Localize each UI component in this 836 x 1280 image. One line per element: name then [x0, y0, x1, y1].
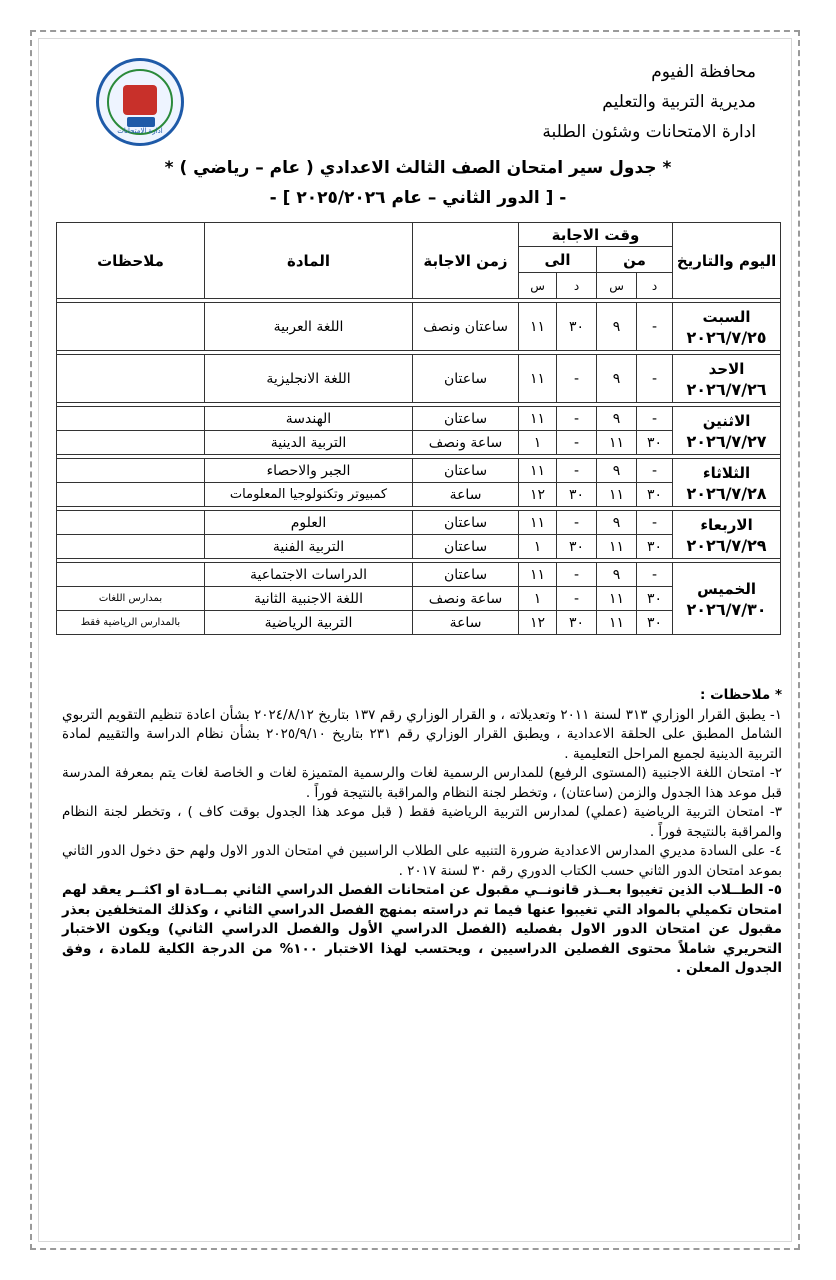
day-cell: الخميس ٢٠٢٦/٧/٣٠	[673, 563, 781, 635]
from-minute: -	[637, 459, 673, 483]
header-to-minute: د	[557, 273, 597, 299]
note-item-1: ١- يطبق القرار الوزاري ٣١٣ لسنة ٢٠١١ وتعديلاته ، و القرار الوزاري رقم ١٣٧ بتاريخ ٢٠٢٤/٨/١٢ بشأن اعادة تنظيم التقويم التربوي الشامل المطبق على الحلقة الاعدادية ، ويطبق القرار الوزاري رقم ٢٣١ بتاريخ ٢٠٢٥/٩/١٠ بشأن نظام الدراسة والتقييم لمادة التربية الدينية لجميع المراحل التعليمية .	[62, 706, 783, 762]
note-item-5: ٥- الطــلاب الذين تغيبوا بعــذر قانونــي مقبول عن امتحانات الفصل الدراسي الثاني بمــادة او اكثــر يعقد لهم امتحان تكميلي بالمواد التي تغيبوا عنها فيما تم دراسته بمنهج الفصل الدراسي الثاني ، وكذلك المتخلفين بعذر مقبول عن امتحان الدور الاول بفصليه (الفصل الدراسي الأول والفصل الدراسي الثاني) ويكون الاختبار التحريري شاملاً محتوى الفصلين الدراسيين ، ويحتسب لهذا الاختبار ١٠٠% من الدرجة الكلية للمادة ، وفق الجدول المعلن .	[62, 882, 782, 976]
to-minute: -	[557, 431, 597, 455]
to-minute: ٣٠	[557, 611, 597, 635]
logo-text: ادارة الامتحانات	[117, 127, 163, 135]
directorate-logo	[96, 58, 184, 146]
to-minute: -	[557, 563, 597, 587]
note	[57, 355, 205, 403]
note	[57, 431, 205, 455]
governorate-name: محافظة الفيوم	[651, 62, 756, 82]
duration: ساعة ونصف	[413, 587, 519, 611]
header-from-minute: د	[637, 273, 673, 299]
duration: ساعتان	[413, 459, 519, 483]
from-hour: ١١	[597, 535, 637, 559]
header-to-hour: س	[519, 273, 557, 299]
to-hour: ١٢	[519, 483, 557, 507]
subject: العلوم	[205, 511, 413, 535]
note	[57, 511, 205, 535]
header-answer-time: وقت الاجابة	[519, 223, 673, 247]
to-hour: ١١	[519, 511, 557, 535]
table-row	[57, 483, 781, 507]
subject: التربية الدينية	[205, 431, 413, 455]
subject: الهندسة	[205, 407, 413, 431]
from-minute: -	[637, 407, 673, 431]
from-hour: ٩	[597, 459, 637, 483]
day-cell: الاربعاء ٢٠٢٦/٧/٢٩	[673, 511, 781, 559]
to-hour: ١٢	[519, 611, 557, 635]
page-subtitle: - [ الدور الثاني – عام ٢٠٢٥/٢٠٢٦ ] -	[269, 188, 567, 208]
note: بالمدارس الرياضية فقط	[57, 611, 205, 635]
table-row	[57, 303, 781, 351]
from-minute: ٣٠	[637, 431, 673, 455]
from-hour: ١١	[597, 483, 637, 507]
from-hour: ١١	[597, 587, 637, 611]
subject: التربية الرياضية	[205, 611, 413, 635]
to-minute: ٣٠	[557, 535, 597, 559]
table-row	[57, 511, 781, 535]
header-subject: المادة	[205, 223, 413, 299]
from-hour: ٩	[597, 303, 637, 351]
from-minute: -	[637, 563, 673, 587]
to-hour: ١١	[519, 407, 557, 431]
to-hour: ١	[519, 587, 557, 611]
note-item-2: ٢- امتحان اللغة الاجنبية (المستوى الرفيع) للمدارس الرسمية لغات والرسمية المتميزة لغات و الخاصة لغات يتم بمعرفة المدرسة قبل موعد هذا الجدول والزمن (ساعتان) ، وتخطر لجنة النظام والمراقبة بالنتيجة فوراً .	[62, 765, 782, 801]
from-hour: ٩	[597, 563, 637, 587]
header-to: الى	[519, 247, 597, 273]
table-row	[57, 407, 781, 431]
note	[57, 563, 205, 587]
subject: التربية الفنية	[205, 535, 413, 559]
directorate-name: مديرية التربية والتعليم	[602, 92, 756, 112]
to-hour: ١١	[519, 355, 557, 403]
duration: ساعتان	[413, 511, 519, 535]
subject: الجبر والاحصاء	[205, 459, 413, 483]
duration: ساعة ونصف	[413, 431, 519, 455]
day-cell: الاحد ٢٠٢٦/٧/٢٦	[673, 355, 781, 403]
from-minute: -	[637, 303, 673, 351]
note-item-3: ٣- امتحان التربية الرياضية (عملي) لمدارس التربية الرياضية فقط ( قبل موعد هذا الجدول بوقت كاف ) ، وتخطر لجنة النظام والمراقبة بالنتيجة فوراً .	[62, 804, 782, 840]
header-from: من	[597, 247, 673, 273]
page-title: * جدول سير امتحان الصف الثالث الاعدادي ( عام – رياضي ) *	[164, 158, 672, 178]
notes-section	[62, 686, 782, 979]
logo-emblem	[123, 85, 157, 115]
header-from-hour: س	[597, 273, 637, 299]
table-row	[57, 611, 781, 635]
note	[57, 483, 205, 507]
subject: كمبيوتر وتكنولوجيا المعلومات	[205, 483, 413, 507]
from-minute: -	[637, 511, 673, 535]
to-hour: ١	[519, 431, 557, 455]
header-notes: ملاحظات	[57, 223, 205, 299]
from-hour: ٩	[597, 511, 637, 535]
from-hour: ١١	[597, 431, 637, 455]
table-row	[57, 355, 781, 403]
to-hour: ١١	[519, 303, 557, 351]
to-minute: -	[557, 459, 597, 483]
logo-book-icon	[127, 117, 155, 127]
to-hour: ١١	[519, 459, 557, 483]
subject: الدراسات الاجتماعية	[205, 563, 413, 587]
day-cell: الاثنين ٢٠٢٦/٧/٢٧	[673, 407, 781, 455]
table-row	[57, 459, 781, 483]
table-row	[57, 563, 781, 587]
to-hour: ١١	[519, 563, 557, 587]
from-minute: ٣٠	[637, 483, 673, 507]
from-hour: ٩	[597, 355, 637, 403]
from-minute: -	[637, 355, 673, 403]
to-minute: -	[557, 355, 597, 403]
table-row	[57, 587, 781, 611]
note	[57, 459, 205, 483]
to-minute: -	[557, 407, 597, 431]
exam-schedule-table	[56, 222, 781, 635]
duration: ساعتان	[413, 563, 519, 587]
duration: ساعة	[413, 611, 519, 635]
from-minute: ٣٠	[637, 611, 673, 635]
subject: اللغة الانجليزية	[205, 355, 413, 403]
to-minute: ٣٠	[557, 303, 597, 351]
to-hour: ١	[519, 535, 557, 559]
header-day-date: اليوم والتاريخ	[673, 223, 781, 299]
from-minute: ٣٠	[637, 587, 673, 611]
from-minute: ٣٠	[637, 535, 673, 559]
subject: اللغة العربية	[205, 303, 413, 351]
subject: اللغة الاجنبية الثانية	[205, 587, 413, 611]
to-minute: -	[557, 511, 597, 535]
note-item-4: ٤- على السادة مديري المدارس الاعدادية ضرورة التنبيه على الطلاب الراسبين في امتحان الدور الاول ولهم حق دخول الدور الثاني بموعد امتحان الدور الثاني حسب الكتاب الدوري رقم ٣٠ لسنة ٢٠١٧ .	[62, 843, 782, 879]
from-hour: ٩	[597, 407, 637, 431]
duration: ساعة	[413, 483, 519, 507]
page-inner-border	[38, 38, 792, 1242]
table-row	[57, 431, 781, 455]
day-cell: السبت ٢٠٢٦/٧/٢٥	[673, 303, 781, 351]
header-duration: زمن الاجابة	[413, 223, 519, 299]
to-minute: -	[557, 587, 597, 611]
notes-title: * ملاحظات :	[700, 687, 782, 703]
to-minute: ٣٠	[557, 483, 597, 507]
note	[57, 303, 205, 351]
duration: ساعتان	[413, 535, 519, 559]
duration: ساعتان	[413, 355, 519, 403]
from-hour: ١١	[597, 611, 637, 635]
duration: ساعتان ونصف	[413, 303, 519, 351]
duration: ساعتان	[413, 407, 519, 431]
note: بمدارس اللغات	[57, 587, 205, 611]
department-name: ادارة الامتحانات وشئون الطلبة	[542, 122, 756, 142]
note	[57, 535, 205, 559]
table-row	[57, 535, 781, 559]
note	[57, 407, 205, 431]
day-cell: الثلاثاء ٢٠٢٦/٧/٢٨	[673, 459, 781, 507]
